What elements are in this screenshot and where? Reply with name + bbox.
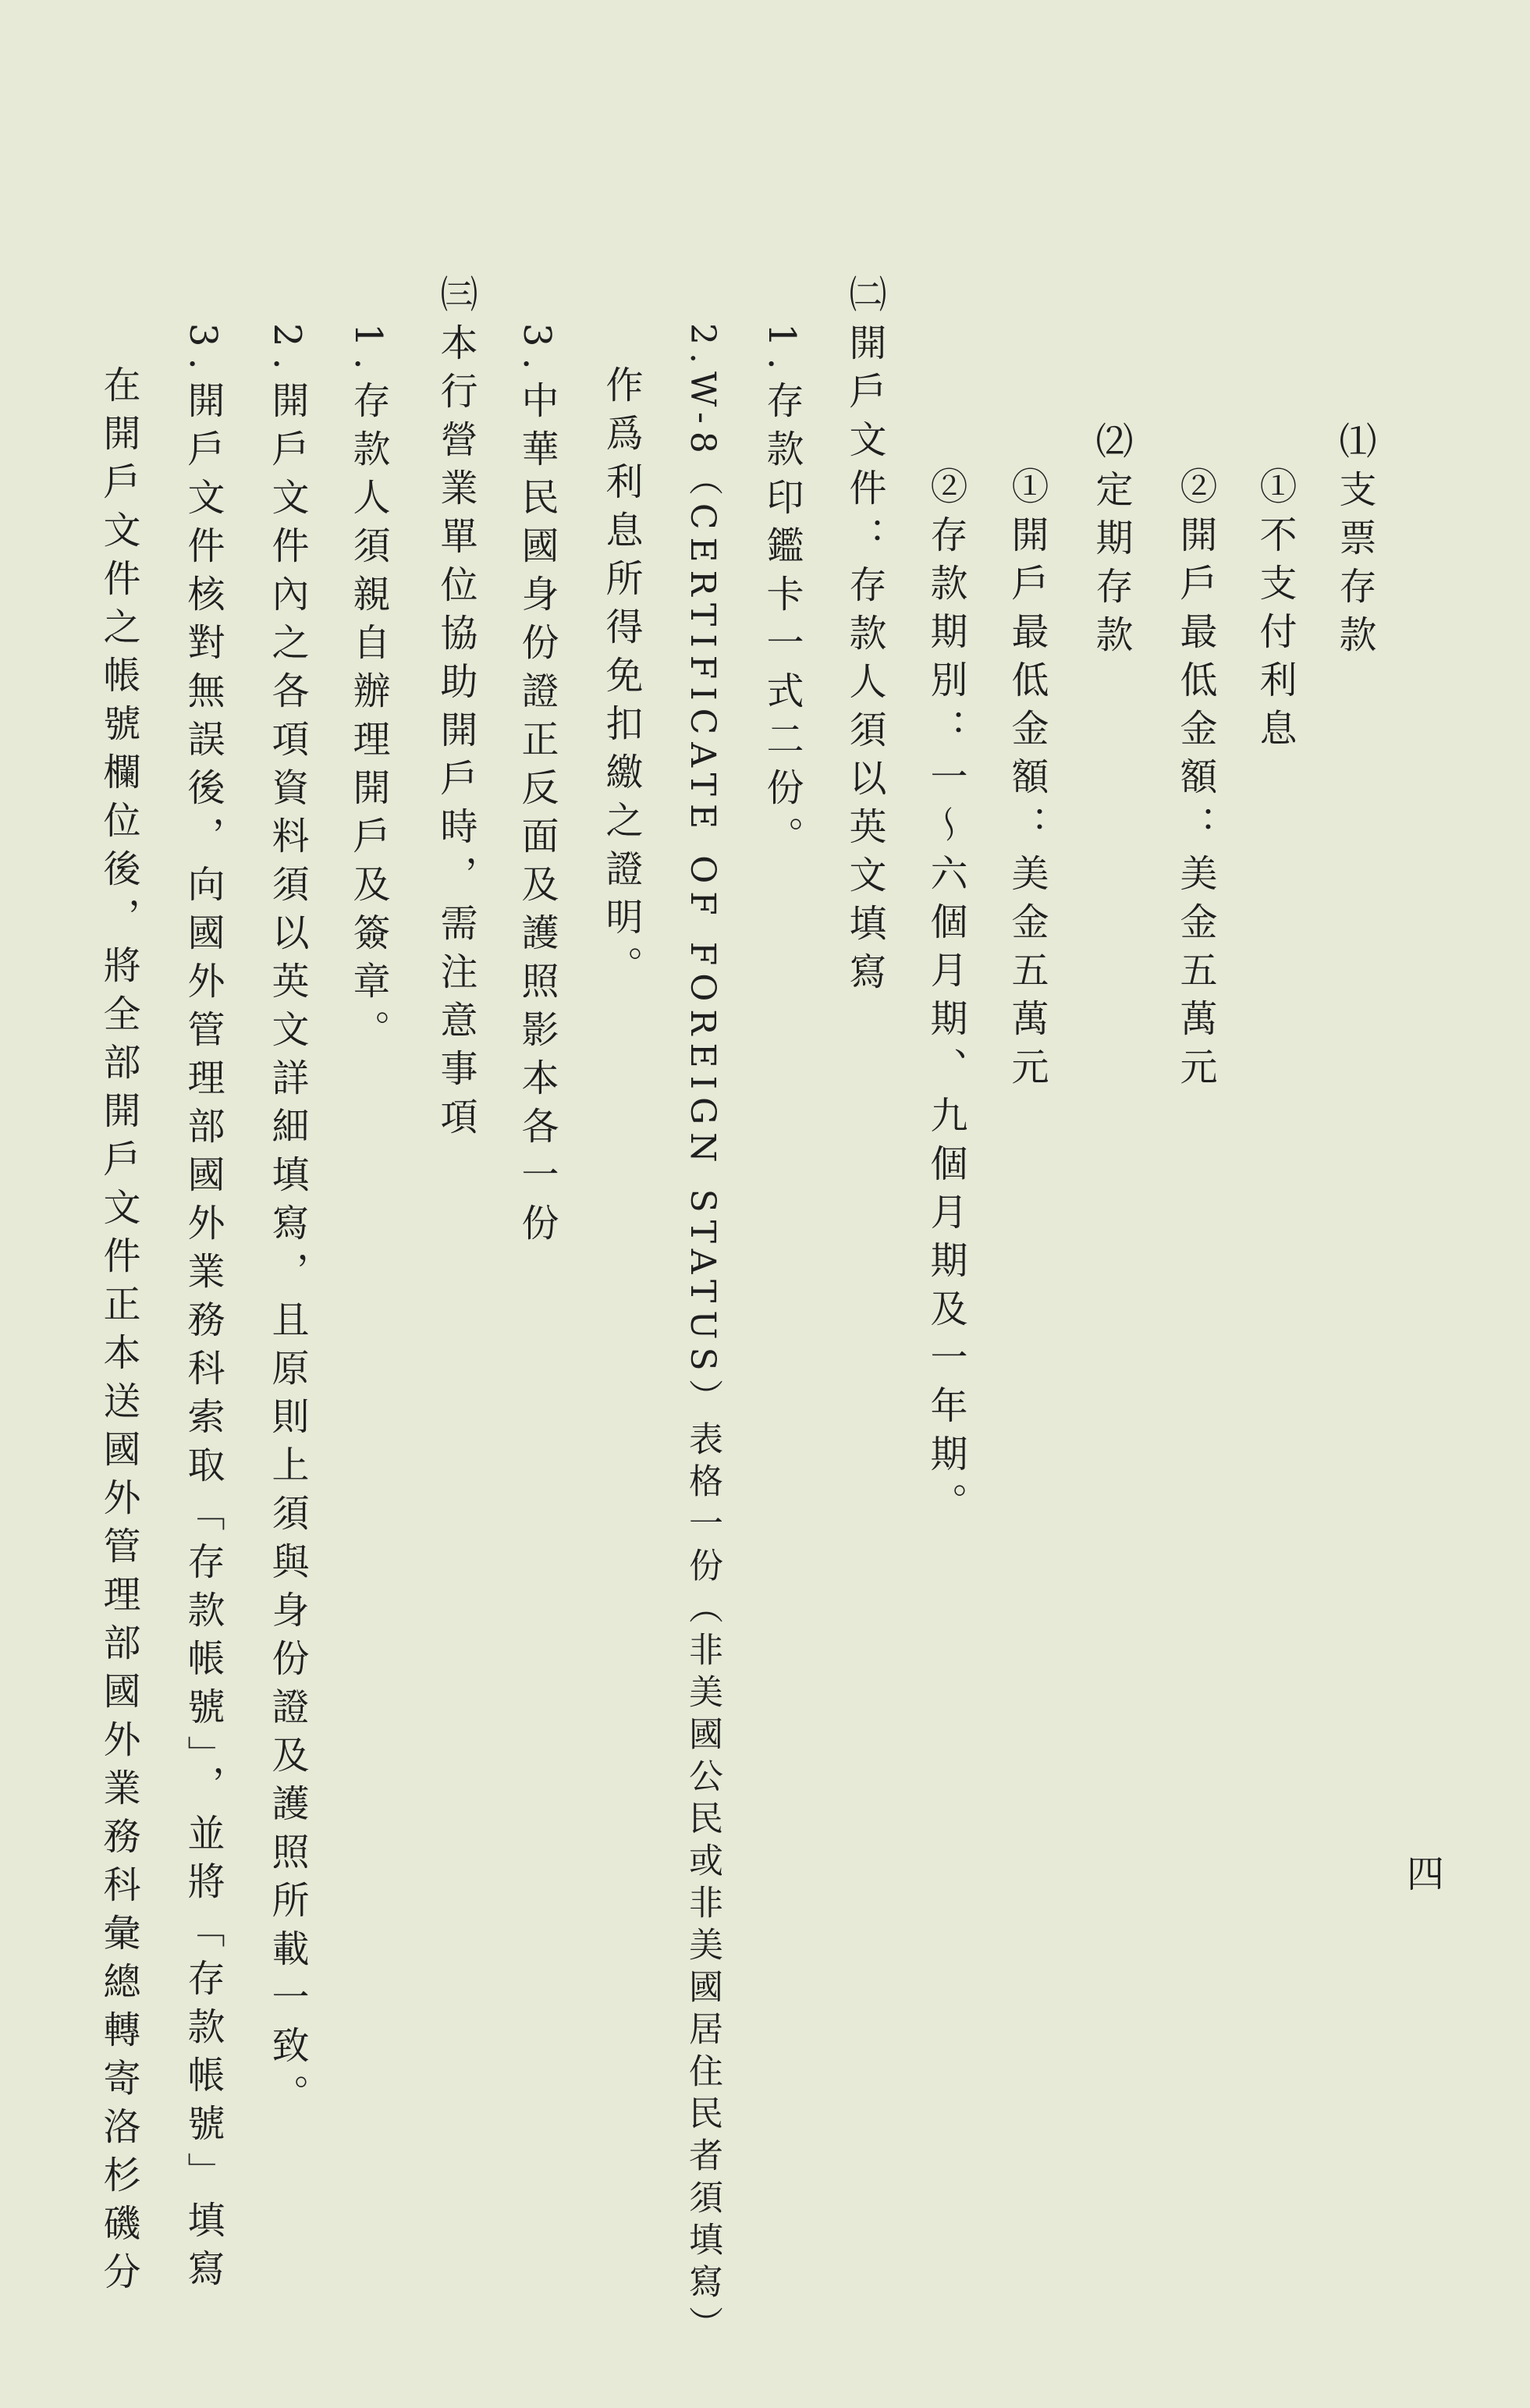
time-deposit-terms: ②存款期別：一～六個月期、九個月期及一年期。 — [924, 467, 967, 1531]
doc-item-3: 3.中華民國身份證正反面及護照影本各一份 — [515, 323, 559, 1252]
note-item-2: 2.開戶文件內之各項資料須以英文詳細填寫，且原則上須與身份證及護照所載一致。 — [265, 323, 309, 2122]
note-item-3-continued: 在開戶文件之帳號欄位後，將全部開戶文件正本送國外管理部國外業務科彙總轉寄洛杉磯分 — [97, 365, 140, 2300]
doc-item-2: 2.W-8（CERTIFICATE OF FOREIGN STATUS）表格一份（非美國公民或非美國居住民者須填寫） — [683, 323, 722, 2348]
heading-account-documents: ㈡開戶文件：存款人須以英文填寫 — [843, 275, 886, 1000]
doc-item-1: 1.存款印鑑卡一式二份。 — [760, 323, 804, 865]
heading-checking-deposit: ⑴支票存款 — [1333, 421, 1376, 663]
heading-branch-notes: ㈢本行營業單位協助開戶時，需注意事項 — [434, 275, 477, 1145]
note-item-3: 3.開戶文件核對無誤後，向國外管理部國外業務科索取「存款帳號」，並將「存款帳號」填寫 — [181, 323, 225, 2297]
doc-item-2-continued: 作爲利息所得免扣繳之證明。 — [599, 365, 643, 994]
note-item-1: 1.存款人須親自辦理開戶及簽章。 — [346, 323, 390, 1058]
checking-no-interest: ①不支付利息 — [1253, 467, 1297, 757]
page-number: 四 — [1407, 1852, 1445, 1896]
heading-time-deposit: ⑵定期存款 — [1089, 421, 1133, 663]
time-deposit-min-amount: ①開戶最低金額：美金五萬元 — [1005, 467, 1049, 1096]
checking-min-amount: ②開戶最低金額：美金五萬元 — [1173, 467, 1217, 1096]
